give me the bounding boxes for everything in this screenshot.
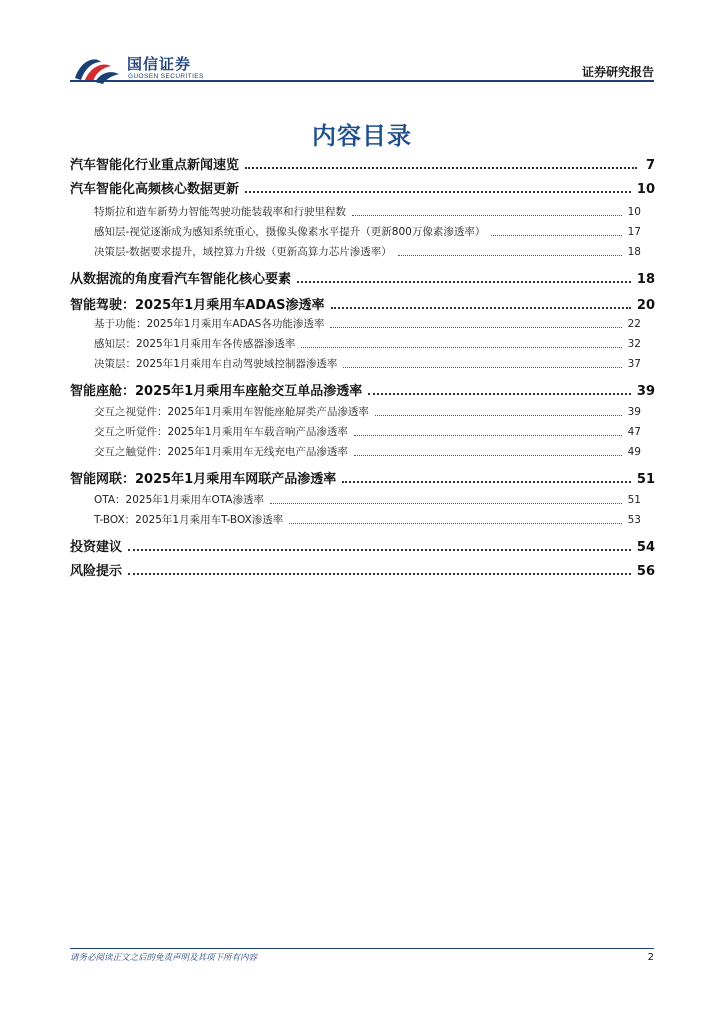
footer-disclaimer: 请务必阅读正文之后的免责声明及其项下所有内容 — [70, 953, 258, 963]
toc-leader-dots — [330, 327, 621, 328]
toc-entry-page: 7 — [645, 158, 655, 173]
footer-divider — [70, 948, 654, 949]
toc-entry-subsection[interactable] — [70, 336, 655, 351]
toc-entry-page: 10 — [627, 206, 641, 218]
toc-entry-title: 感知层：2025年1月乘用车各传感器渗透率 — [94, 338, 296, 350]
toc-entry-subsection[interactable] — [70, 444, 655, 459]
toc-entry-page: 56 — [636, 564, 655, 579]
toc-leader-dots — [342, 481, 631, 483]
toc-entry-title: 决策层-数据要求提升，域控算力升级（更新高算力芯片渗透率） — [94, 246, 392, 258]
toc-entry-page: 18 — [627, 246, 641, 258]
toc-entry-subsection[interactable] — [70, 492, 655, 507]
page-number: 2 — [647, 952, 654, 963]
toc-leader-dots — [289, 523, 621, 524]
toc-entry-title: 风险提示 — [70, 564, 123, 579]
toc-entry-subsection[interactable] — [70, 204, 655, 219]
toc-leader-dots — [331, 307, 631, 309]
toc-entry-title: 基于功能：2025年1月乘用车ADAS各功能渗透率 — [94, 318, 325, 330]
toc-leader-dots — [128, 573, 631, 575]
toc-entry-title: 决策层：2025年1月乘用车自动驾驶域控制器渗透率 — [94, 358, 338, 370]
toc-entry-page: 51 — [636, 472, 655, 487]
toc-entry-title: T-BOX：2025年1月乘用车T-BOX渗透率 — [94, 514, 284, 526]
toc-entry-title: 投资建议 — [70, 540, 123, 555]
toc-entry-title: 交互之视觉件：2025年1月乘用车智能座舱屏类产品渗透率 — [94, 406, 369, 418]
toc-entry-title: 汽车智能化行业重点新闻速览 — [70, 158, 240, 173]
toc-entry-page: 22 — [627, 318, 641, 330]
toc-leader-dots — [245, 167, 637, 169]
report-type-label: 证券研究报告 — [581, 65, 654, 79]
toc-entry-title: 交互之触觉件：2025年1月乘用车无线充电产品渗透率 — [94, 446, 348, 458]
toc-entry-section[interactable] — [70, 380, 655, 399]
toc-entry-page: 17 — [627, 226, 641, 238]
toc-leader-dots — [352, 215, 622, 216]
toc-entry-subsection[interactable] — [70, 424, 655, 439]
toc-entry-subsection[interactable] — [70, 316, 655, 331]
toc-leader-dots — [343, 367, 621, 368]
toc-leader-dots — [375, 415, 622, 416]
toc-leader-dots — [270, 503, 622, 504]
toc-entry-page: 53 — [627, 514, 641, 526]
toc-entry-subsection[interactable] — [70, 244, 655, 259]
toc-leader-dots — [354, 455, 622, 456]
toc-entry-page: 20 — [636, 298, 655, 313]
toc-entry-subsection[interactable] — [70, 404, 655, 419]
toc-entry-page: 18 — [636, 272, 655, 287]
toc-entry-title: OTA：2025年1月乘用车OTA渗透率 — [94, 494, 264, 506]
toc-entry-page: 37 — [627, 358, 641, 370]
toc-entry-page: 47 — [627, 426, 641, 438]
toc-entry-subsection[interactable] — [70, 512, 655, 527]
header-divider — [70, 80, 654, 82]
toc-entry-page: 54 — [636, 540, 655, 555]
logo-chinese-name: 国信证券 — [127, 55, 192, 73]
toc-entry-title: 智能座舱：2025年1月乘用车座舱交互单品渗透率 — [70, 384, 363, 399]
toc-entry-section[interactable] — [70, 294, 655, 313]
toc-leader-dots — [368, 393, 631, 395]
toc-entry-title: 智能网联：2025年1月乘用车网联产品渗透率 — [70, 472, 337, 487]
toc-leader-dots — [398, 255, 622, 256]
toc-entry-page: 32 — [627, 338, 641, 350]
toc-entry-section[interactable] — [70, 154, 655, 173]
toc-leader-dots — [245, 191, 631, 193]
toc-entry-title: 智能驾驶：2025年1月乘用车ADAS渗透率 — [70, 298, 325, 313]
toc-leader-dots — [297, 281, 631, 283]
toc-entry-page: 49 — [627, 446, 641, 458]
toc-leader-dots — [128, 549, 631, 551]
toc-entry-title: 汽车智能化高频核心数据更新 — [70, 182, 240, 197]
toc-leader-dots — [354, 435, 622, 436]
page-title: 内容目录 — [312, 122, 412, 150]
toc-entry-title: 从数据流的角度看汽车智能化核心要素 — [70, 272, 292, 287]
toc-entry-page: 10 — [636, 182, 655, 197]
toc-entry-title: 感知层-视觉逐渐成为感知系统重心，摄像头像素水平提升（更新800万像素渗透率） — [94, 226, 486, 238]
logo-english-name: GUOSEN SECURITIES — [128, 73, 204, 80]
toc-entry-section[interactable] — [70, 536, 655, 555]
toc-leader-dots — [301, 347, 621, 348]
toc-entry-section[interactable] — [70, 178, 655, 197]
toc-entry-title: 交互之听觉件：2025年1月乘用车车载音响产品渗透率 — [94, 426, 348, 438]
toc-entry-section[interactable] — [70, 468, 655, 487]
toc-entry-subsection[interactable] — [70, 224, 655, 239]
toc-entry-subsection[interactable] — [70, 356, 655, 371]
toc-entry-page: 39 — [627, 406, 641, 418]
toc-entry-section[interactable] — [70, 268, 655, 287]
toc-entry-page: 51 — [627, 494, 641, 506]
toc-leader-dots — [491, 235, 621, 236]
toc-entry-title: 特斯拉和造车新势力智能驾驶功能装载率和行驶里程数 — [94, 206, 346, 218]
toc-entry-page: 39 — [636, 384, 655, 399]
toc-entry-section[interactable] — [70, 560, 655, 579]
